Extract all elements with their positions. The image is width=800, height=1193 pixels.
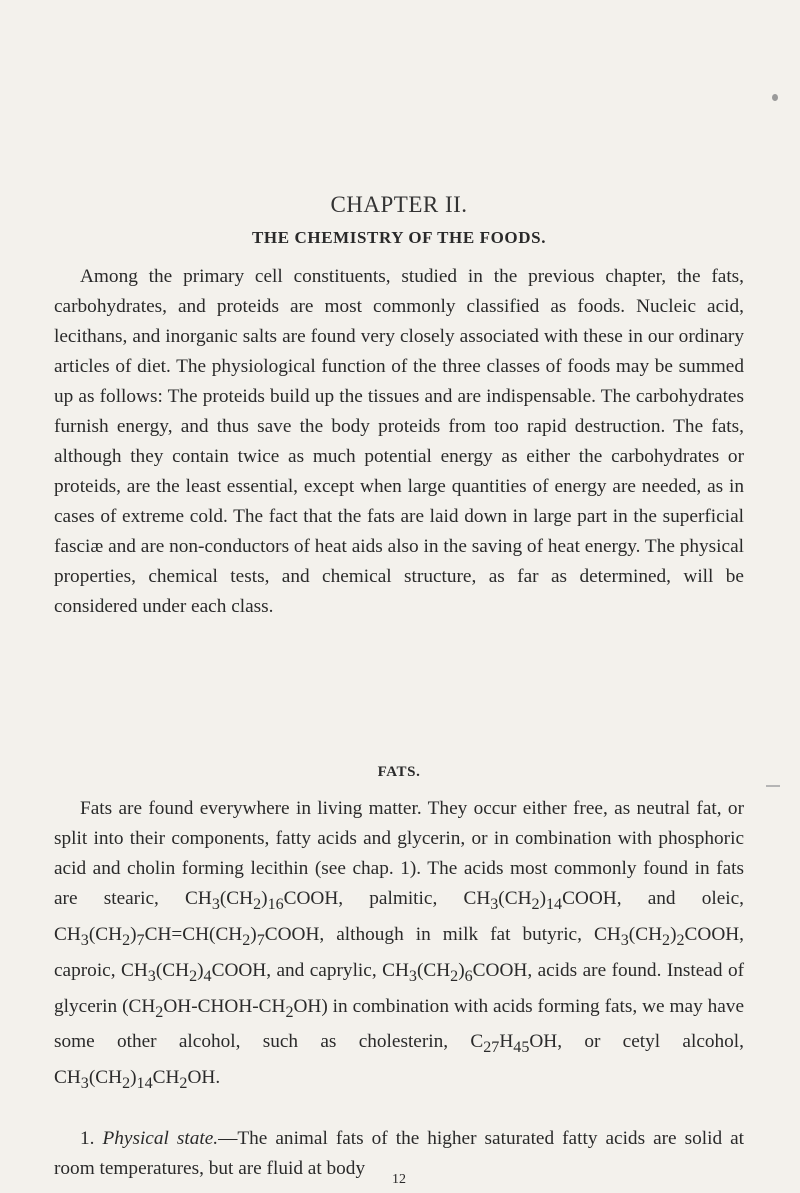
margin-mark <box>766 785 780 787</box>
formula-caproic: $CH_3(CH_2)_4COOH$ <box>121 959 267 985</box>
formula-caprylic: $CH_3(CH_2)_6COOH$ <box>382 959 528 985</box>
fats-text: , although in milk fat butyric, <box>319 923 594 945</box>
fats-text: , or cetyl alcohol, <box>557 1031 744 1053</box>
fats-text: , and caprylic, <box>266 959 383 981</box>
fats-text: , palmitic, <box>338 888 464 909</box>
formula-cetyl: $CH_3(CH_2)_{14}CH_2OH$ <box>54 1067 216 1093</box>
intro-paragraph: Among the primary cell constituents, studied in the previous chapter, the fats, carbohydrates, and proteids are most commonly classified as foods. Nucleic acid, lecithans, and inorganic salts are found very closely associated with these in our ordinary articles of diet. The physiological function of the three classes of foods may be summed up as follows: The proteids build up the tissues and are indispensable. The carbohydrates furnish energy, and thus save the body proteids from too rapid destruction. The fats, although they contain twice as much potential energy as either the carbohydrates or proteids, are the least essential, except when large quantities of energy are needed, as in cases of extreme cold. The fact that the fats are laid down in large part in the superficial fasciæ and are non-conductors of heat aids also in the saving of heat energy. The physical properties, chemical tests, and chemical structure, as far as determined, will be considered under each class. <box>54 266 744 617</box>
formula-butyric: $CH_3(CH_2)_2COOH$ <box>593 923 740 949</box>
fats-text: , caproic, <box>54 923 744 981</box>
fats-paragraph <box>54 794 744 1099</box>
section-heading-fats: FATS. <box>377 764 421 780</box>
fats-text: . <box>215 1067 221 1089</box>
fats-text: ) in combination with acids forming fats, we may have some other alcohol, such as cholesterin, <box>54 995 744 1053</box>
item-number: 1. <box>80 1128 103 1149</box>
formula-glycerin: $CH_2OH-CHOH-CH_2OH$ <box>128 995 322 1021</box>
margin-dot <box>772 94 778 101</box>
formula-palmitic: $CH_3(CH_2)_{14}COOH$ <box>463 888 617 913</box>
fats-text: , and oleic, <box>616 888 745 909</box>
page-number: 12 <box>392 1172 406 1187</box>
physical-state-text: —The animal fats of the higher saturated fatty acids are solid at room temperatures, but are fluid at body <box>54 1128 745 1179</box>
fats-text: Fats are found everywhere in living matter. They occur either free, as neutral fat, or split into their components, fatty acids and glycerin, or in combination with phosphoric acid and cholin forming lecithin (see chap. 1). The acids most commonly found in fats are stearic, <box>54 798 744 909</box>
chapter-title: THE CHEMISTRY OF THE FOODS. <box>251 228 547 247</box>
formula-stearic: $CH_3(CH_2)_{16}COOH$ <box>185 888 339 913</box>
chapter-label: CHAPTER II. <box>330 192 468 217</box>
formula-cholesterin: $C_{27}H_{45}OH$ <box>470 1031 558 1057</box>
formula-oleic: $CH_3(CH_2)_7CH=CH(CH_2)_7COOH$ <box>54 923 320 949</box>
fats-text: , acids are found. Instead of glycerin ( <box>54 959 745 1017</box>
physical-state-label: Physical state. <box>102 1128 219 1149</box>
